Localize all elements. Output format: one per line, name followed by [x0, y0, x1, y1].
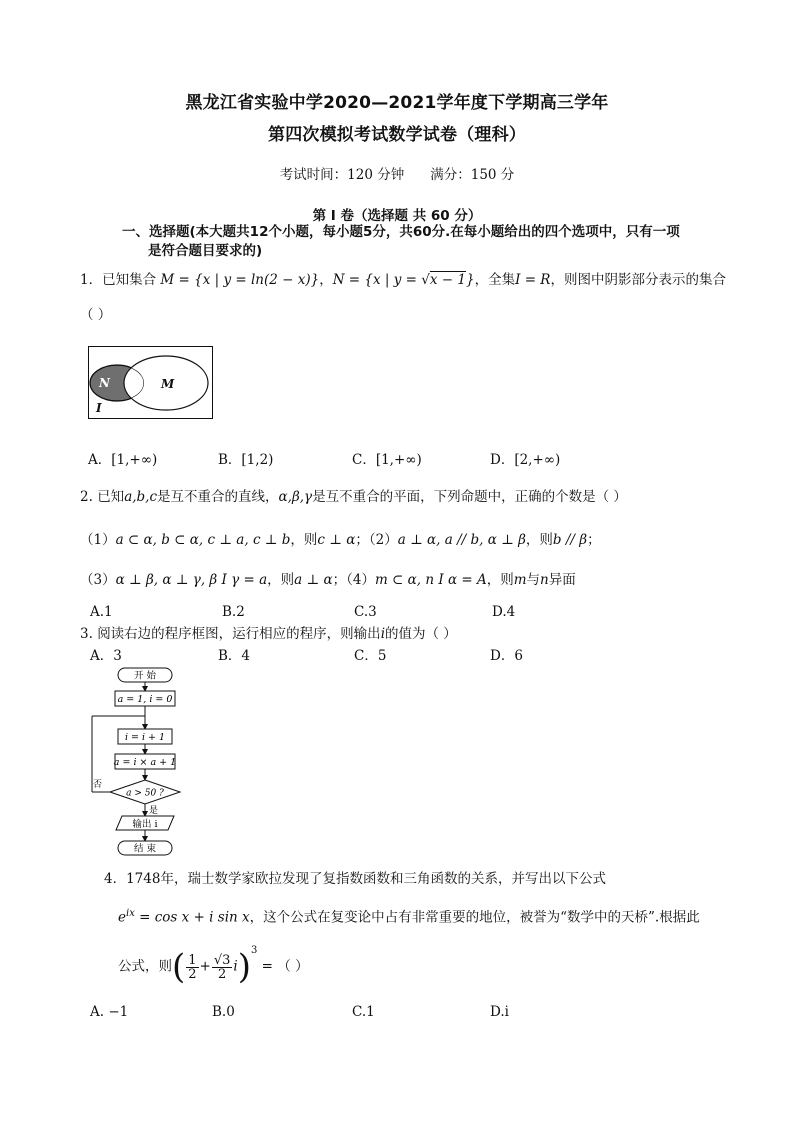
q2-p1-math: a ⊂ α, b ⊂ α, c ⊥ a, c ⊥ b — [115, 532, 291, 548]
q1-text-b: ，全集 — [474, 272, 516, 288]
q3-choice-b: B．4 — [218, 648, 251, 664]
q4-text-d: = （ ） — [257, 958, 309, 975]
q2-p3-math: α ⊥ β, α ⊥ γ, β I γ = a — [115, 572, 268, 588]
q2-p4-then: ，则 — [486, 572, 514, 588]
q1-choice-a: A．[1,+∞) — [88, 452, 158, 468]
q2-stem — [80, 487, 627, 507]
q4-imag: i — [233, 958, 238, 975]
flowchart-yes-label: 是 — [149, 806, 159, 816]
q2-p4-concl-n: n — [540, 572, 549, 588]
q2-p1-label: （1） — [80, 532, 116, 548]
q2-p3-end: ； — [332, 572, 347, 588]
q4-choice-b: B.0 — [212, 1004, 235, 1020]
q1-choice-b: B．[1,2) — [218, 452, 274, 468]
section-instruction-line1: 一、选择题(本大题共12个小题，每小题5分，共60分.在每小题给出的四个选项中，只有一项 — [122, 224, 680, 240]
q4-text-c: 公式，则 — [118, 958, 172, 975]
q2-p2-math: a ⊥ α, a // b, α ⊥ β — [397, 532, 526, 548]
q2-lines: a,b,c — [124, 489, 158, 505]
q1-text-a: 已知集合 — [102, 272, 157, 288]
exam-title-line2: 第四次模拟考试数学试卷（理科） — [268, 125, 526, 145]
q1-set-n-suffix: } — [465, 272, 475, 288]
q2-propositions-1-2 — [80, 530, 601, 550]
flowchart-condition-label: a > 50 ? — [126, 788, 164, 799]
q2-choice-b: B.2 — [222, 604, 245, 620]
exam-meta — [0, 163, 794, 183]
q2-p4-label: （4） — [346, 572, 375, 588]
q3-stem — [80, 624, 457, 644]
q4-stem-line3 — [118, 938, 309, 988]
q1-stem — [80, 270, 726, 290]
q2-p4-concl-m: m — [513, 572, 527, 588]
q3-var: i — [380, 626, 386, 642]
q3-text-a: 阅读右边的程序框图，运行相应的程序，则输出 — [97, 626, 381, 642]
q2-p1-concl: c ⊥ α — [317, 532, 356, 548]
q2-text-b: 是互不重合的直线， — [157, 489, 279, 505]
q1-sep: ， — [319, 272, 333, 288]
flowchart-output-label: 输出 i — [132, 819, 158, 830]
q2-p4-math: m ⊂ α, n I α = A — [374, 572, 487, 588]
flowchart-end-label: 结 束 — [133, 843, 157, 855]
q2-choice-a: A.1 — [90, 604, 113, 620]
q2-p4-concl-mid: 与 — [526, 572, 541, 588]
q4-frac1: $\frac{1}{2}$ — [188, 952, 197, 982]
q4-formula-exp: ix — [126, 908, 135, 919]
q2-text-c: 是互不重合的平面，下列命题中，正确的个数是（ ） — [312, 489, 627, 505]
flowchart-step2-label: a = i × a + 1 — [113, 757, 177, 768]
flowchart-step1-label: i = i + 1 — [124, 732, 166, 743]
exam-time: 考试时间：120 分钟 — [279, 167, 405, 183]
q3-choice-c: C．5 — [354, 648, 387, 664]
q2-number: 2. — [80, 489, 93, 505]
q4-formula-base: e — [118, 909, 126, 926]
flowchart-init-label: a = 1, i = 0 — [117, 694, 173, 705]
q4-text-b: ，这个公式在复变论中占有非常重要的地位，被誉为“数学中的天桥”.根据此 — [249, 909, 700, 926]
sqrt-icon: √ — [421, 272, 430, 288]
q2-p2-label: （2） — [368, 532, 398, 548]
full-score: 满分：150 分 — [430, 167, 515, 183]
q3-choice-a: A．3 — [90, 648, 122, 664]
venn-label-m: M — [161, 377, 175, 391]
q4-choice-c: C.1 — [352, 1004, 375, 1020]
q1-set-m: M = {x | y = ln(2 − x)} — [160, 272, 320, 288]
left-paren-icon: ( — [172, 947, 186, 987]
right-paren-icon: ) — [237, 947, 252, 987]
q2-choice-d: D.4 — [492, 604, 516, 620]
q4-frac2: $\frac{√3}{2}$ — [213, 952, 231, 982]
q2-p3-label: （3） — [80, 572, 116, 588]
q2-p2-then: ，则 — [525, 532, 553, 548]
q1-universal: I = R — [515, 272, 551, 288]
venn-diagram — [88, 346, 214, 420]
q3-number: 3. — [80, 626, 93, 642]
flowchart-start-label: 开 始 — [133, 670, 157, 682]
q4-stem-line1 — [104, 869, 606, 889]
q2-p4-end: 异面 — [548, 572, 576, 588]
q1-blank: （ ） — [80, 307, 112, 323]
venn-label-n: N — [99, 376, 110, 390]
q4-stem-line2 — [118, 904, 700, 928]
q1-choice-d: D．[2,+∞) — [490, 452, 561, 468]
section-instruction-line2: 是符合题目要求的) — [148, 243, 263, 259]
q3-text-b: 的值为（ ） — [385, 626, 457, 642]
q4-number: 4． — [104, 871, 127, 887]
q2-p3-then: ，则 — [267, 572, 295, 588]
q2-p2-end: ； — [587, 532, 601, 548]
q3-choice-d: D．6 — [490, 648, 523, 664]
exam-title-line1: 黑龙江省实验中学2020—2021学年度下学期高三学年 — [185, 93, 609, 113]
venn-label-i: I — [96, 401, 102, 415]
q1-text-c: ，则图中阴影部分表示的集合 — [550, 272, 726, 288]
q2-choice-c: C.3 — [354, 604, 377, 620]
q2-p3-concl: a ⊥ α — [294, 572, 333, 588]
flowchart — [88, 664, 198, 860]
section-title: 第 I 卷（选择题 共 60 分） — [312, 208, 482, 224]
q4-choice-a: A. −1 — [90, 1004, 129, 1020]
q4-power: 3 — [251, 945, 258, 956]
q4-plus: + — [199, 958, 211, 975]
q2-p1-end: ； — [355, 532, 369, 548]
q4-text-a: 1748年，瑞士数学家欧拉发现了复指数函数和三角函数的关系，并写出以下公式 — [126, 871, 606, 887]
q1-number: 1． — [80, 272, 103, 288]
q2-p1-then: ，则 — [290, 532, 318, 548]
q1-set-n-radicand: x − 1 — [429, 272, 466, 288]
q4-formula-rest: = cos x + i sin x — [134, 909, 250, 926]
q2-planes: α,β,γ — [278, 489, 313, 505]
flowchart-no-label: 否 — [93, 780, 103, 790]
q1-choice-c: C．[1,+∞) — [352, 452, 422, 468]
q1-set-n-prefix: N = {x | y = — [332, 272, 422, 288]
q4-choice-d: D.i — [490, 1004, 509, 1020]
q2-text-a: 已知 — [97, 489, 125, 505]
q2-p2-concl: b // β — [552, 532, 588, 548]
q2-propositions-3-4 — [80, 570, 576, 590]
